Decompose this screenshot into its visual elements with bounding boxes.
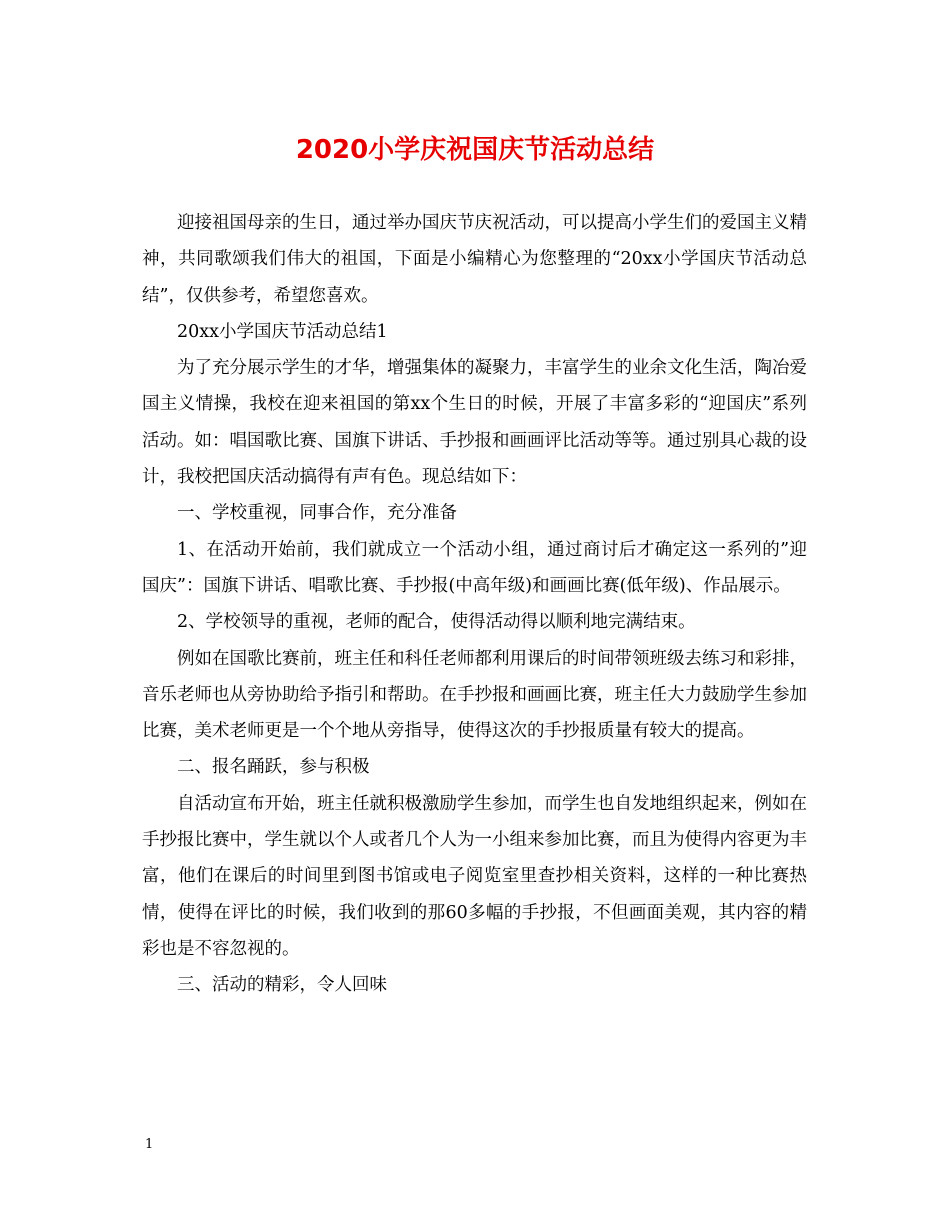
- body-paragraph: 1、在活动开始前，我们就成立一个活动小组，通过商讨后才确定这一系列的”迎国庆”：国旗下讲话、唱歌比赛、手抄报(中高年级)和画画比赛(低年级)、作品展示。: [142, 539, 807, 596]
- intro-paragraph: 迎接祖国母亲的生日，通过举办国庆节庆祝活动，可以提高小学生们的爱国主义精神，共同歌颂我们伟大的祖国，下面是小编精心为您整理的“20xx小学国庆节活动总结”，仅供参考，希望您喜欢。: [142, 213, 807, 306]
- body-paragraph: 2、学校领导的重视，老师的配合，使得活动得以顺利地完满结束。: [177, 612, 696, 633]
- body-paragraph: 为了充分展示学生的才华，增强集体的凝聚力，丰富学生的业余文化生活，陶冶爱国主义情操，我校在迎来祖国的第xx个生日的时候，开展了丰富多彩的“迎国庆”系列活动。如：唱国歌比赛、国旗下讲话、手抄报和画画评比活动等等。通过别具心裁的设计，我校把国庆活动搞得有声有色。现总结如下：: [142, 358, 807, 488]
- document-body: [142, 205, 807, 1004]
- body-paragraph: 自活动宣布开始，班主任就积极激励学生参加，而学生也自发地组织起来，例如在手抄报比赛中，学生就以个人或者几个人为一小组来参加比赛，而且为使得内容更为丰富，他们在课后的时间里到图书馆或电子阅览室里查抄相关资料，这样的一种比赛热情，使得在评比的时候，我们收到的那60多幅的手抄报，不但画面美观，其内容的精彩也是不容忽视的。: [142, 793, 807, 959]
- body-paragraph: 例如在国歌比赛前，班主任和科任老师都利用课后的时间带领班级去练习和彩排，音乐老师也从旁协助给予指引和帮助。在手抄报和画画比赛，班主任大力鼓励学生参加比赛，美术老师更是一个个地从旁指导，使得这次的手抄报质量有较大的提高。: [142, 648, 807, 742]
- subsection-heading: 一、学校重视，同事合作，充分准备: [177, 503, 457, 524]
- document-title: 2020小学庆祝国庆节活动总结: [295, 135, 655, 165]
- page-number: 1: [145, 1137, 154, 1152]
- subsection-heading: 二、报名踊跃，参与积极: [177, 757, 370, 778]
- subsection-heading: 三、活动的精彩，令人回味: [177, 975, 387, 996]
- section-heading: 20xx小学国庆节活动总结1: [177, 321, 388, 342]
